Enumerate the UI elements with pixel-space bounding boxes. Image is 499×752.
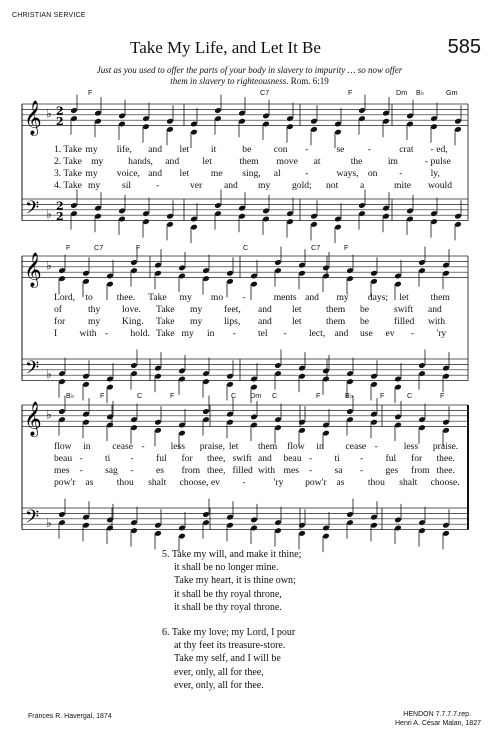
chord-symbol: F — [348, 88, 353, 97]
lyric-syllable: flow — [287, 441, 305, 452]
lyric-syllable: - — [283, 328, 287, 339]
lyric-syllable: - — [360, 453, 364, 464]
bass-clef: 𝄢 — [25, 358, 40, 384]
lyric-syllable: let — [228, 441, 239, 452]
lyric-syllable: thee, — [207, 453, 226, 464]
lyric-syllable: filled — [232, 465, 253, 476]
lyric-syllable: - pulse — [424, 156, 451, 167]
lyric-syllable: for — [411, 453, 423, 464]
chord-symbol: C — [137, 391, 143, 400]
treble-clef: 𝄞 — [24, 100, 42, 136]
lyric-syllable: and — [148, 168, 162, 179]
lyric-syllable: lips, — [224, 316, 241, 327]
lyric-syllable: as — [85, 477, 94, 488]
lyric-syllable: con — [273, 144, 288, 155]
lyric-syllable: - — [242, 477, 246, 488]
lyric-syllable: in — [83, 441, 91, 452]
time-signature: 2 — [56, 199, 64, 213]
lyric-syllable: hands, — [128, 156, 153, 167]
chord-symbol: F — [170, 391, 175, 400]
lyric-syllable: praise, — [199, 441, 226, 452]
stanza-5 — [162, 548, 301, 614]
lyric-syllable: them — [430, 292, 450, 303]
chord-symbol: C — [231, 391, 237, 400]
lyric-syllable: im — [387, 156, 398, 167]
lyric-syllable: thee. — [436, 453, 455, 464]
tune-credit: HENDON 7.7.7.7.rep. — [403, 711, 471, 718]
lyric-syllable: gold; — [292, 180, 312, 191]
lyric-syllable: less — [403, 441, 419, 452]
lyric-syllable: let — [202, 156, 212, 167]
lyric-syllable: days; — [367, 292, 389, 303]
lyric-syllable: King. — [122, 316, 144, 327]
chord-symbol: C — [272, 391, 278, 400]
lyric-syllable: - — [156, 180, 160, 191]
lyric-syllable: at — [313, 156, 321, 167]
lyric-syllable: a — [360, 180, 365, 191]
lyric-syllable: from — [181, 465, 201, 476]
lyric-syllable: - — [79, 465, 83, 476]
lyric-syllable: for — [181, 453, 193, 464]
stanza-line: ever, only, all for thee, — [174, 666, 264, 678]
lyric-syllable: - — [360, 465, 364, 476]
lyric-syllable: my — [190, 316, 203, 327]
lyric-syllable: in — [207, 328, 215, 339]
chord-symbol: B♭ — [66, 391, 75, 400]
lyric-syllable: cease — [345, 441, 367, 452]
lyric-syllable: - — [305, 168, 309, 179]
lyric-syllable: 3. Take — [54, 168, 82, 179]
lyric-syllable: choose. — [430, 477, 460, 488]
treble-clef: 𝄞 — [24, 252, 42, 288]
lyric-syllable: tel — [258, 328, 268, 339]
chord-symbol: F — [316, 391, 321, 400]
lyric-syllable: - — [411, 328, 415, 339]
composer-credit: Henri A. César Malan, 1827 — [395, 720, 481, 727]
lyric-syllable: Lord, — [54, 292, 76, 303]
lyric-syllable: as — [336, 477, 345, 488]
chord-symbol: F — [380, 391, 385, 400]
lyric-syllable: ti — [334, 453, 340, 464]
stanza-6 — [162, 626, 295, 692]
chord-symbol: F — [88, 88, 93, 97]
chord-symbol: F — [136, 243, 141, 252]
lyric-syllable: and — [428, 304, 442, 315]
flat-sign: ♭ — [46, 366, 52, 381]
flat-sign: ♭ — [46, 258, 52, 273]
lyric-syllable: let — [179, 144, 190, 155]
lyric-syllable: - — [374, 441, 378, 452]
lyric-syllable: lect, — [309, 328, 326, 339]
lyric-syllable: 'ry — [273, 477, 284, 488]
lyric-syllable: filled — [394, 316, 415, 327]
chord-symbol: C7 — [311, 243, 321, 252]
lyric-syllable: Take — [156, 316, 175, 327]
chord-symbol: F — [440, 391, 445, 400]
lyric-syllable: thee. — [116, 292, 136, 303]
lyric-syllable: - — [305, 144, 309, 155]
lyric-syllable: thou — [367, 477, 385, 488]
lyric-syllable: the — [350, 156, 363, 167]
lyric-syllable: for — [54, 316, 66, 327]
lyric-syllable: es — [156, 465, 164, 476]
lyric-syllable: 2. Take — [54, 156, 82, 167]
epigraph-line-1: Just as you used to offer the parts of your body in slavery to impurity … so now offer — [96, 65, 403, 75]
stanza-line: Take my self, and I will be — [174, 653, 281, 665]
lyric-syllable: - — [130, 465, 134, 476]
lyric-syllable: pow'r — [54, 477, 76, 488]
lyric-syllable: my — [336, 292, 349, 303]
lyric-syllable: love. — [122, 304, 141, 315]
lyric-syllable: in — [316, 441, 324, 452]
lyric-syllable: life, — [116, 144, 132, 155]
flat-sign: ♭ — [46, 106, 52, 121]
lyric-syllable: to — [85, 292, 93, 303]
lyric-syllable: Take — [156, 304, 175, 315]
stanza-line: at thy feet its treasure-store. — [174, 640, 286, 652]
lyric-syllable: my — [181, 328, 194, 339]
lyric-syllable: ti — [105, 453, 111, 464]
author-credit: Frances R. Havergal, 1874 — [28, 713, 112, 720]
time-signature: 2 — [56, 115, 64, 129]
flat-sign: ♭ — [46, 515, 52, 530]
lyric-syllable: less — [170, 441, 185, 452]
lyric-syllable: - — [105, 328, 109, 339]
lyric-syllable: mo — [210, 292, 224, 303]
lyric-syllable: them — [326, 304, 346, 315]
chord-symbol: Dm — [250, 391, 262, 400]
stanza-line: Take my heart, it is thine own; — [174, 575, 296, 587]
lyric-syllable: sil — [122, 180, 132, 191]
lyric-syllable: ments — [273, 292, 297, 303]
lyric-syllable: let — [292, 304, 302, 315]
chord-symbol: B♭ — [416, 88, 425, 97]
lyric-syllable: ver — [190, 180, 203, 191]
lyric-syllable: them — [326, 316, 346, 327]
chord-symbol: C7 — [260, 88, 270, 97]
lyric-syllable: - — [242, 292, 246, 303]
lyric-syllable: 4. Take — [54, 180, 82, 191]
lyric-syllable: beau — [54, 453, 73, 464]
lyric-syllable: choose, — [179, 477, 209, 488]
lyric-syllable: of — [54, 304, 62, 315]
lyric-syllable: my — [88, 316, 101, 327]
stanza-line: 6. Take my love; my Lord, I pour — [162, 627, 296, 638]
chord-symbol: C — [243, 243, 249, 252]
time-signature: 2 — [56, 104, 64, 118]
hymn-number: 585 — [447, 36, 481, 58]
stanza-line: it shall be thy royal throne. — [174, 601, 282, 613]
lyric-syllable: my — [258, 180, 271, 191]
lyric-syllable: thou — [116, 477, 134, 488]
stanza-line: it shall be thy royal throne, — [174, 588, 282, 600]
lyric-syllable: and — [305, 292, 319, 303]
lyric-syllable: would — [428, 180, 452, 191]
chord-symbol: Gm — [446, 88, 458, 97]
lyric-syllable: with — [258, 465, 276, 476]
lyric-syllable: my — [179, 292, 192, 303]
lyric-syllable: - — [79, 453, 83, 464]
flat-sign: ♭ — [46, 206, 52, 221]
lyric-syllable: and — [224, 180, 238, 191]
lyric-syllable: from — [411, 465, 430, 476]
epigraph-reference: Rom. 6:19 — [290, 76, 329, 86]
lyric-syllable: - — [309, 465, 313, 476]
lyric-syllable: and — [165, 156, 180, 167]
lyric-syllable: it — [210, 144, 217, 155]
lyric-syllable: mes — [283, 465, 299, 476]
lyric-syllable: - — [309, 453, 313, 464]
lyric-syllable: sag — [105, 465, 118, 476]
lyric-syllable: ful — [156, 453, 167, 464]
lyric-syllable: and — [148, 144, 162, 155]
lyric-syllable: with — [428, 316, 446, 327]
lyric-syllable: thy — [88, 304, 101, 315]
lyric-syllable: flow — [54, 441, 72, 452]
lyric-syllable: se — [336, 144, 345, 155]
lyric-syllable: - — [141, 441, 145, 452]
lyric-syllable: them — [258, 441, 278, 452]
lyric-syllable: be — [360, 316, 370, 327]
lyric-syllable: mes — [54, 465, 70, 476]
lyric-syllable: I — [54, 328, 58, 339]
lyric-syllable: be — [360, 304, 370, 315]
lyric-syllable: sing, — [242, 168, 261, 179]
lyric-syllable: swift — [394, 304, 414, 315]
lyric-syllable: on — [367, 168, 378, 179]
chord-symbol: F — [100, 391, 105, 400]
chord-symbol: F — [344, 243, 349, 252]
lyric-syllable: swift — [232, 453, 252, 464]
time-signature: 2 — [56, 210, 64, 224]
lyric-syllable: let — [292, 316, 302, 327]
lyric-syllable: Take — [156, 328, 175, 339]
lyric-syllable: - — [367, 144, 372, 155]
lyric-syllable: beau — [283, 453, 302, 464]
epigraph-text: them in slavery to righteousness. — [170, 76, 289, 86]
lyric-syllable: let — [179, 168, 190, 179]
epigraph-line-2 — [0, 76, 499, 87]
lyric-syllable: al — [273, 168, 281, 179]
flat-sign: ♭ — [46, 407, 52, 422]
lyric-syllable: my — [91, 156, 104, 167]
stanza-line: it shall be no longer mine. — [174, 562, 279, 574]
chord-symbol: B♭ — [345, 391, 354, 400]
stanza-line: 5. Take my will, and make it thine; — [162, 549, 302, 560]
lyric-syllable: voice, — [116, 168, 140, 179]
section-heading: CHRISTIAN SERVICE — [12, 12, 86, 19]
lyric-syllable: - ed, — [430, 144, 448, 155]
lyric-syllable: shalt — [148, 477, 167, 488]
lyric-syllable: me — [210, 168, 223, 179]
lyric-syllable: pow'r — [305, 477, 327, 488]
lyric-syllable: them — [239, 156, 259, 167]
lyric-syllable: ways, — [336, 168, 359, 179]
lyric-syllable: - — [130, 453, 134, 464]
lyric-syllable: be — [242, 144, 252, 155]
lyric-syllable: Take — [148, 292, 167, 303]
lyric-syllable: thee, — [207, 465, 226, 476]
lyric-syllable: mite — [394, 180, 412, 191]
lyric-syllable: - — [399, 168, 403, 179]
bass-clef: 𝄢 — [25, 198, 40, 224]
lyric-syllable: my — [85, 168, 98, 179]
lyric-syllable: hold. — [130, 328, 150, 339]
lyric-syllable: and — [334, 328, 349, 339]
lyric-syllable: and — [258, 453, 272, 464]
lyric-syllable: my — [88, 180, 101, 191]
lyric-syllable: my — [190, 304, 203, 315]
lyric-syllable: not — [326, 180, 339, 191]
chord-symbol: F — [66, 243, 71, 252]
lyric-syllable: cease — [112, 441, 134, 452]
lyric-syllable: feet, — [224, 304, 241, 315]
lyric-syllable: - — [232, 328, 236, 339]
lyric-syllable: ful — [385, 453, 397, 464]
lyric-syllable: with — [79, 328, 97, 339]
lyric-syllable: let — [399, 292, 409, 303]
lyric-syllable: 'ry — [436, 328, 447, 339]
lyric-syllable: use — [360, 328, 373, 339]
lyric-syllable: and — [258, 304, 272, 315]
lyric-syllable: move — [276, 156, 298, 167]
bass-clef: 𝄢 — [25, 507, 40, 533]
hymn-title: Take My Life, and Let It Be — [130, 38, 321, 57]
lyric-syllable: crat — [399, 144, 414, 155]
chord-symbol: C7 — [94, 243, 104, 252]
lyric-syllable: and — [258, 316, 272, 327]
lyric-syllable: sa — [334, 465, 343, 476]
lyric-syllable: ev — [210, 477, 220, 488]
lyric-syllable: ly, — [430, 168, 440, 179]
lyric-syllable: 1. Take — [54, 144, 82, 155]
lyric-syllable: ev — [385, 328, 395, 339]
lyric-syllable: shalt — [399, 477, 418, 488]
lyric-syllable: my — [85, 144, 98, 155]
treble-clef: 𝄞 — [24, 401, 42, 437]
lyric-syllable: praise. — [432, 441, 459, 452]
chord-symbol: C — [407, 391, 413, 400]
stanza-line: ever, only, all for thee. — [174, 679, 264, 691]
lyric-syllable: thee. — [436, 465, 455, 476]
lyric-syllable: ges — [385, 465, 399, 476]
chord-symbol: Dm — [396, 88, 408, 97]
